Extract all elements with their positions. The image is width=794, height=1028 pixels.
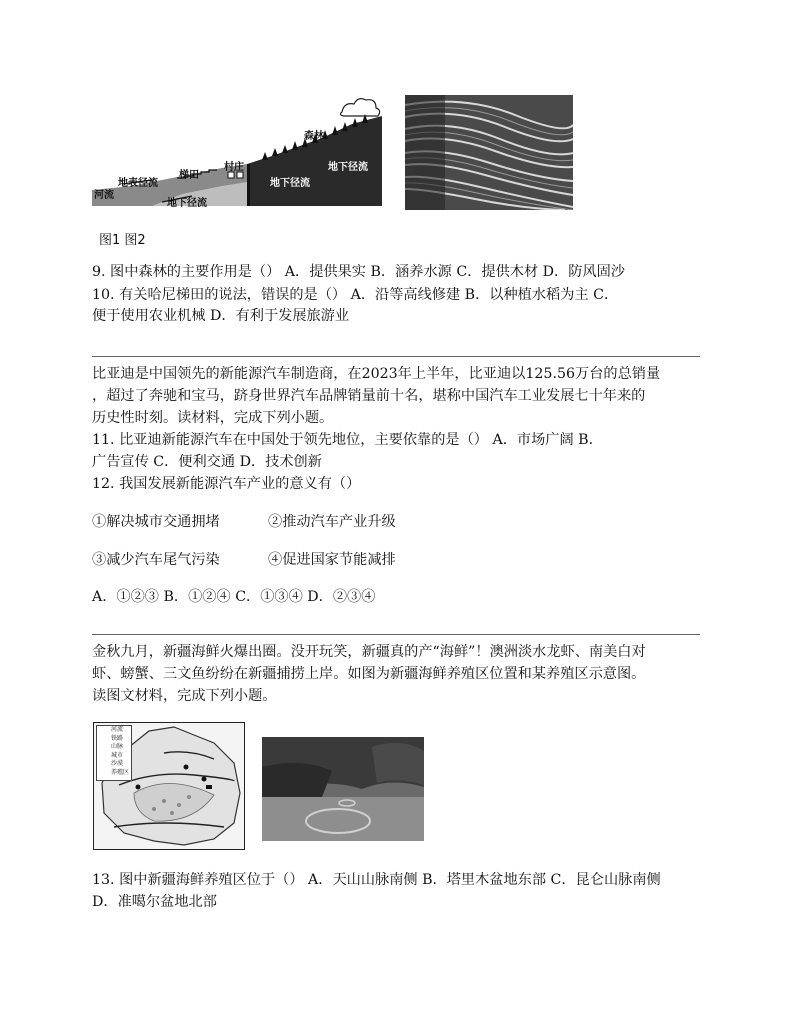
label-underground-runoff-2: 地下径流 <box>270 178 310 189</box>
figure-xinjiang-map <box>93 722 245 850</box>
passage-2-line-1: 比亚迪是中国领先的新能源汽车制造商，在2023年上半年，比亚迪以125.56万台的总销量 <box>92 366 661 382</box>
label-surface-runoff: 地表径流 <box>118 178 158 189</box>
legend-item: 河流 <box>111 726 124 733</box>
figure-caption: 图1 图2 <box>99 233 146 248</box>
label-river: 河流 <box>94 190 114 201</box>
legend-item: 城市 <box>111 751 124 759</box>
question-10-line-1: 10. 有关哈尼梯田的说法，错误的是（） A．沿等高线修建 B．以种植水稻为主 C． <box>92 287 619 303</box>
question-13-line-1: 13. 图中新疆海鲜养殖区位于（） A．天山山脉南侧 B．塔里木盆地东部 C．昆仑山脉南侧 <box>92 872 661 888</box>
question-10-line-2: 便于使用农业机械 D．有利于发展旅游业 <box>92 308 350 324</box>
label-underground-runoff-1: 地下径流 <box>328 162 368 173</box>
label-underground-runoff-3: 地下径流 <box>167 198 207 209</box>
terrace-photo-drawing <box>405 95 573 210</box>
section-divider-2 <box>92 634 700 635</box>
section-divider-1 <box>92 356 700 357</box>
legend-item: 山脉 <box>111 743 124 751</box>
question-12-option-3: ③减少汽车尾气污染 <box>92 552 220 568</box>
aquaculture-photo-drawing <box>262 737 424 841</box>
label-village: 村庄 <box>224 162 244 173</box>
question-12-option-2: ②推动汽车产业升级 <box>268 514 396 530</box>
question-12-option-1: ①解决城市交通拥堵 <box>92 514 220 530</box>
legend-item: 铁路 <box>111 734 124 742</box>
legend-item: 养殖区 <box>111 768 130 776</box>
passage-2-line-3: 历史性时刻。读材料，完成下列小题。 <box>92 410 334 426</box>
question-12-answers: A．①②③ B．①②④ C．①③④ D．②③④ <box>92 589 376 605</box>
passage-3-line-1: 金秋九月，新疆海鲜火爆出圈。没开玩笑，新疆真的产“海鲜”！澳洲淡水龙虾、南美白对 <box>92 644 646 660</box>
label-forest: 森林 <box>304 131 324 142</box>
question-12-option-4: ④促进国家节能减排 <box>268 552 396 568</box>
passage-3-line-3: 读图文材料，完成下列小题。 <box>92 688 277 704</box>
question-12: 12. 我国发展新能源汽车产业的意义有（） <box>92 476 361 492</box>
figure-2-terrace-photo <box>405 95 573 210</box>
question-11-line-2: 广告宣传 C．便利交通 D．技术创新 <box>92 454 322 470</box>
passage-3-line-2: 虾、螃蟹、三文鱼纷纷在新疆捕捞上岸。如图为新疆海鲜养殖区位置和某养殖区示意图。 <box>92 666 646 682</box>
question-9: 9. 图中森林的主要作用是（） A．提供果实 B．涵养水源 C．提供木材 D．防风固沙 <box>92 264 625 280</box>
map-legend <box>96 725 132 781</box>
question-13-line-2: D．准噶尔盆地北部 <box>92 894 217 910</box>
label-terraces: 梯田 <box>179 170 199 181</box>
cross-section-drawing <box>92 94 382 210</box>
figure-aquaculture-photo <box>262 737 424 841</box>
legend-item: 沙漠 <box>111 760 124 768</box>
passage-2-line-2: ，超过了奔驰和宝马，跻身世界汽车品牌销量前十名，堪称中国汽车工业发展七十年来的 <box>92 388 646 404</box>
question-11-line-1: 11. 比亚迪新能源汽车在中国处于领先地位，主要依靠的是（） A．市场广阔 B． <box>92 432 603 448</box>
figure-1-cross-section <box>92 94 382 210</box>
